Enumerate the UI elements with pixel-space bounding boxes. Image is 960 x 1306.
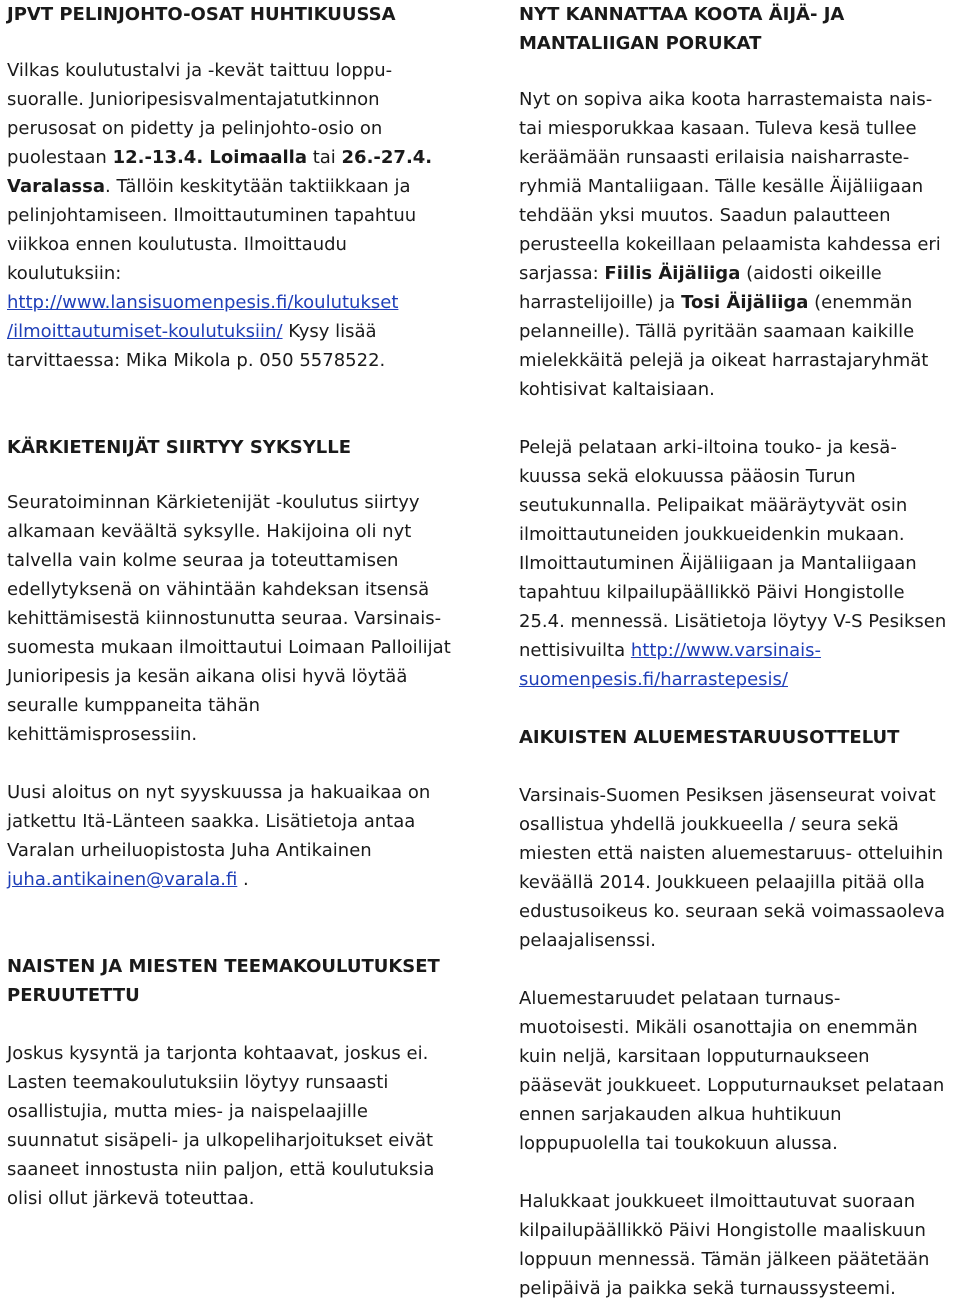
section-body-aluemestaruus: Varsinais-Suomen Pesiksen jäsenseurat voivat osallistua yhdellä joukkueella / seura sekä miesten että naisten aluemestaruus- otteluihin keväällä 2014. Joukkueen pelaajilla pitää olla edustusoikeus ko. seuraan sekä voimassaoleva pelaajalisenssi. <box>519 785 945 951</box>
section-heading-karkietenijat: KÄRKIETENIJÄT SIIRTYY SYKSYLLE <box>7 437 351 458</box>
date-varala: 26.-27.4. Varalassa <box>7 147 433 197</box>
email-link[interactable]: juha.antikainen@varala.fi <box>7 869 238 890</box>
body-text: Uusi aloitus on nyt syyskuussa ja hakuaikaa on jatkettu Itä-Länteen saakka. Lisätietoja antaa Varalan urheiluopistosta Juha Antikainen <box>7 782 431 861</box>
body-text: . Tällöin keskitytään taktiikkaan ja pelinjohtamiseen. Ilmoittautuminen tapahtuu viikkoa ennen koulutusta. Ilmoittaudu koulutuksiin: <box>7 176 417 284</box>
body-text: tai <box>306 147 342 168</box>
section-body-aijaliiga <box>519 85 955 404</box>
series-tosi: Tosi Äijäliiga <box>681 292 809 313</box>
section-body-pelinjohto <box>7 56 455 375</box>
section-body-aluemestaruus-2: Aluemestaruudet pelataan turnaus- muotoisesti. Mikäli osanottajia on enemmän kuin neljä, karsitaan lopputurnaukseen pääsevät joukkueet. Lopputurnaukset pelataan ennen sarjakauden alkua huhtikuun loppupuolella tai toukokuun alussa. <box>519 988 945 1154</box>
body-text: . <box>237 869 249 890</box>
left-column <box>7 0 455 1213</box>
section-heading-pelinjohto: JPVT PELINJOHTO-OSAT HUHTIKUUSSA <box>7 4 396 25</box>
section-heading-teemakoulutukset: NAISTEN JA MIESTEN TEEMAKOULUTUKSET PERUUTETTU <box>7 956 440 1006</box>
registration-link[interactable]: http://www.lansisuomenpesis.fi/koulutukset /ilmoittautumiset-koulutuksiin/ <box>7 292 399 342</box>
body-text: Nyt on sopiva aika koota harrastemaista nais- tai miesporukkaa kasaan. Tuleva kesä tullee keräämään runsaasti erilaisia naisharraste- ryhmiä Mantaliigaan. Tälle kesälle Äijäliigaan tehdään yksi muutos. Saadun palautteen perusteella kokeillaan pelaamista kahdessa eri sarjassa: <box>519 89 941 284</box>
right-column <box>519 0 955 1303</box>
harrastepesis-link[interactable]: http://www.varsinais-suomenpesis.fi/harrastepesis/ <box>519 640 822 690</box>
section-heading-aijaliiga: NYT KANNATTAA KOOTA ÄIJÄ- JA MANTALIIGAN PORUKAT <box>519 4 845 54</box>
body-text: (enemmän pelanneille). Tällä pyritään saamaan kaikille mielekkäitä pelejä ja oikeat harrastajaryhmät kohtisivat kaltaisiaan. <box>519 292 929 400</box>
body-text: Pelejä pelataan arki-iltoina touko- ja kesä- kuussa sekä elokuussa pääosin Turun seutukunnalla. Pelipaikat määräytyvät osin ilmoittautuneiden joukkueidenkin mukaan. Ilmoittautuminen Äijäliigaan ja Mantaliigaan tapahtuu kilpailupäällikkö Päivi Hongistolle 25.4. mennessä. Lisätietoja löytyy V-S Pesiksen nettisivuilta <box>519 437 947 661</box>
date-loimaa: 12.-13.4. Loimaalla <box>112 147 307 168</box>
body-text: (aidosti oikeille harrastelijoille) ja <box>519 263 882 313</box>
section-body-aijaliiga-2 <box>519 433 955 694</box>
body-text: Kysy lisää tarvittaessa: Mika Mikola p. 050 5578522. <box>7 321 386 371</box>
section-body-karkietenijat-2 <box>7 778 455 894</box>
section-body-aluemestaruus-3: Halukkaat joukkueet ilmoittautuvat suoraan kilpailupäällikkö Päivi Hongistolle maaliskuun loppuun mennessä. Tämän jälkeen päätetään pelipäivä ja paikka sekä turnaussysteemi. <box>519 1191 930 1299</box>
body-text: Vilkas koulutustalvi ja -kevät taittuu loppu- suoralle. Junioripesisvalmentajatutkinnon perusosat on pidetty ja pelinjohto-osio on puolestaan <box>7 60 393 168</box>
section-body-teemakoulutukset: Joskus kysyntä ja tarjonta kohtaavat, joskus ei. Lasten teemakoulutuksiin löytyy runsaasti osallistujia, mutta mies- ja naispelaajille suunnatut sisäpeli- ja ulkopeliharjoitukset eivät saaneet innostusta niin paljon, että koulutuksia olisi ollut järkevä toteuttaa. <box>7 1043 435 1209</box>
section-heading-aluemestaruus: AIKUISTEN ALUEMESTARUUSOTTELUT <box>519 727 900 748</box>
series-fiilis: Fiilis Äijäliiga <box>604 263 741 284</box>
section-body-karkietenijat: Seuratoiminnan Kärkietenijät -koulutus siirtyy alkamaan keväältä syksylle. Hakijoina oli nyt talvella vain kolme seuraa ja toteuttamisen edellytyksenä on vähintään kahdeksan itsensä kehittämisestä kiinnostunutta seuraa. Varsinais-suomesta mukaan ilmoittautui Loimaan Palloilijat Junioripesis ja kesän aikana olisi hyvä löytää seuralle kumppaneita tähän kehittämisprosessiin. <box>7 492 451 745</box>
